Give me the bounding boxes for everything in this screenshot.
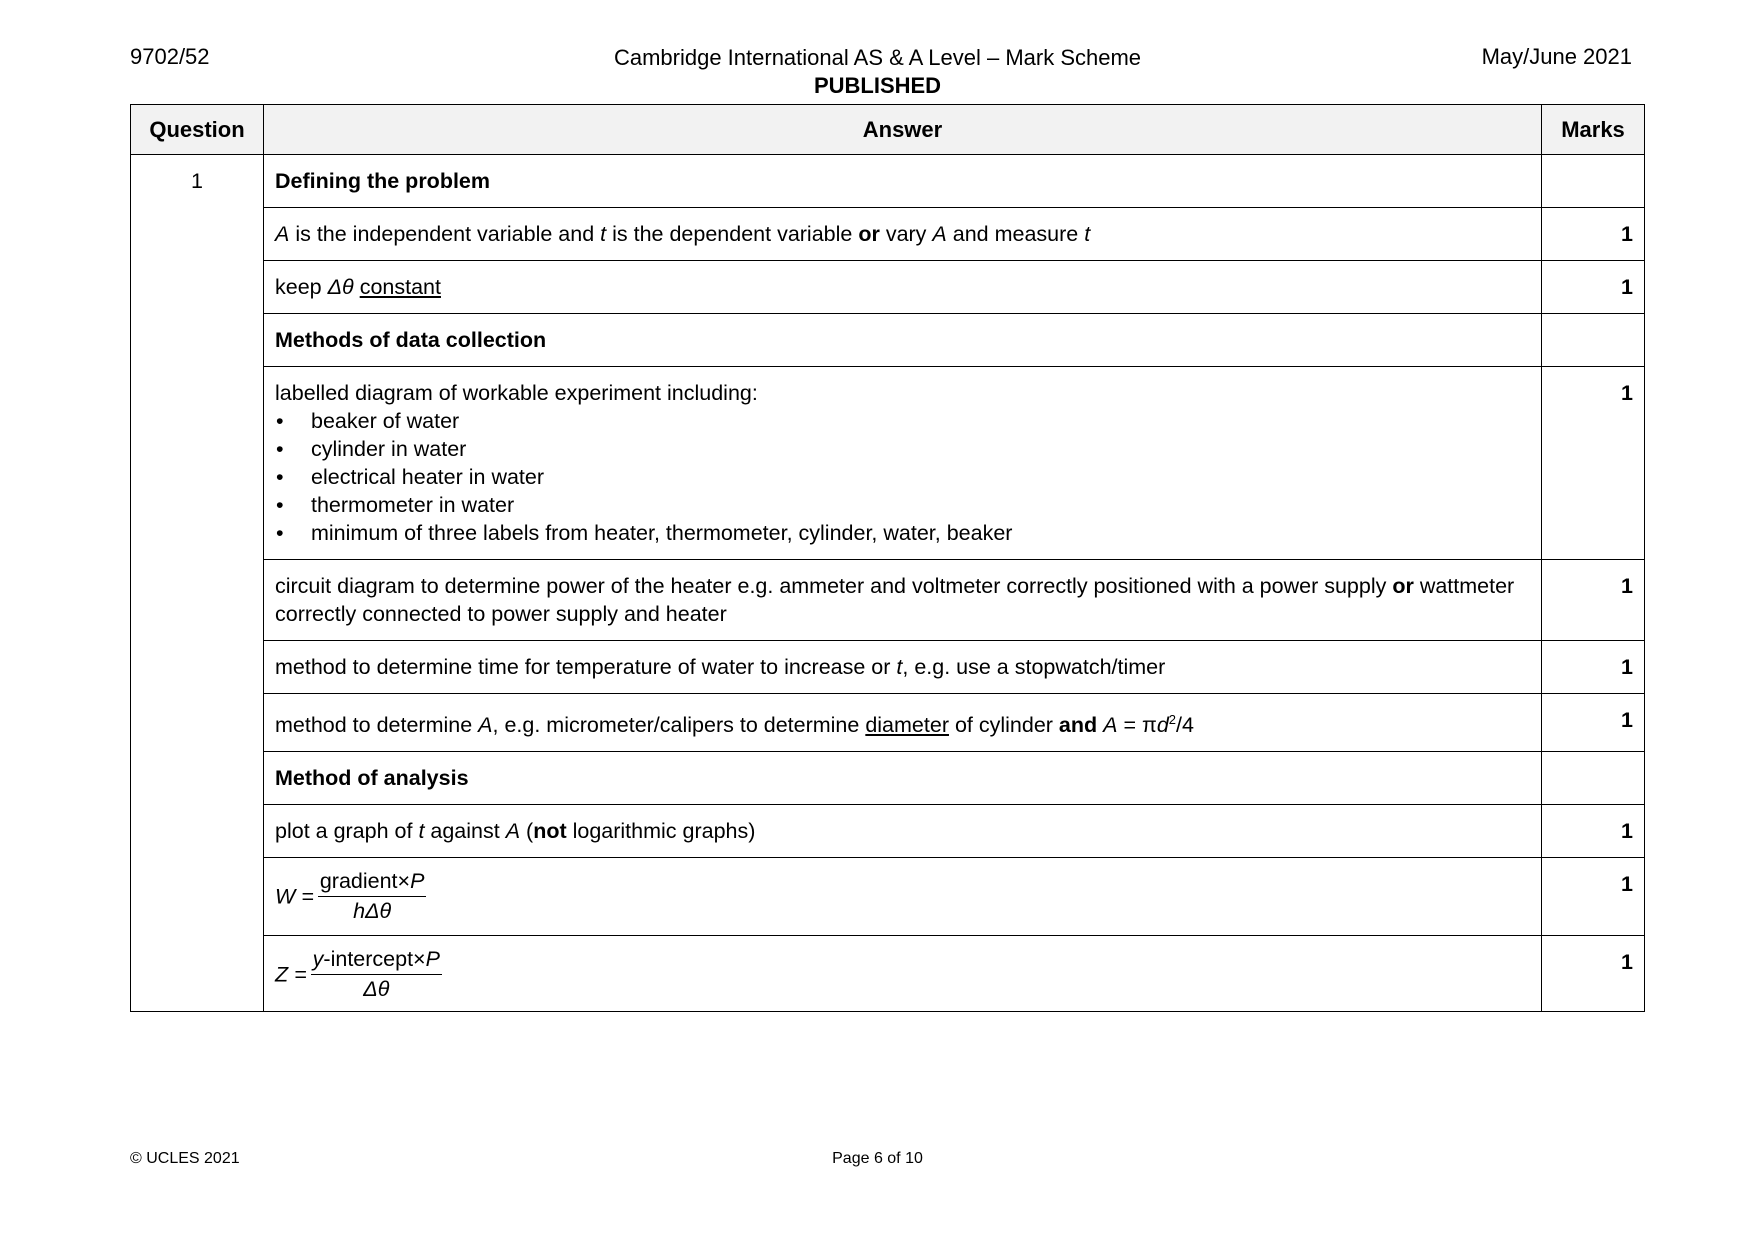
mark-scheme-table [130,104,1645,1012]
table-row [131,752,1645,805]
answer-cell: keep Δθ constant [264,261,1542,314]
table-row [131,314,1645,367]
table-row [131,858,1645,936]
list-intro: labelled diagram of workable experiment including: [275,381,758,405]
marks-cell: 1 [1542,936,1645,1012]
fraction [311,946,442,1003]
fraction-numerator: gradient×P [318,868,427,897]
marks-cell [1542,155,1645,208]
marks-cell [1542,752,1645,805]
table-row [131,261,1645,314]
answer-cell: method to determine A, e.g. micrometer/calipers to determine diameter of cylinder and $A = \pi d^2/4$ [264,694,1542,752]
answer-cell: circuit diagram to determine power of the heater e.g. ammeter and voltmeter correctly positioned with a power supply or wattmeter correctly connected to power supply and heater [264,560,1542,641]
question-number: 1 [131,155,264,1012]
table-header-row [131,105,1645,155]
marks-cell: 1 [1542,805,1645,858]
list-item: • electrical heater in water [275,463,1530,491]
formula-cell-z [264,936,1542,1012]
section-heading-methods: Methods of data collection [264,314,1542,367]
marks-cell: 1 [1542,261,1645,314]
table-row [131,208,1645,261]
copyright-notice: © UCLES 2021 [130,1150,240,1167]
table-row [131,367,1645,560]
answer-column-header: Answer [264,105,1542,155]
title-text: Cambridge International AS & A Level – Mark Scheme [613,45,1142,70]
marks-cell: 1 [1542,641,1645,694]
formula-cell-w [264,858,1542,936]
answer-cell: A is the independent variable and t is the dependent variable or vary A and measure t [264,208,1542,261]
table-row [131,155,1645,208]
table-row [131,694,1645,752]
answer-cell [264,367,1542,560]
fraction-denominator: Δθ [363,977,390,1002]
question-column-header: Question [131,105,264,155]
marks-cell: 1 [1542,367,1645,560]
list-item: • thermometer in water [275,491,1530,519]
list-item: • cylinder in water [275,435,1530,463]
table-row [131,805,1645,858]
published-label: PUBLISHED [813,73,942,98]
bullet-list [275,407,1530,547]
marks-cell: 1 [1542,560,1645,641]
formula-lhs: W = [275,884,314,909]
section-heading-defining: Defining the problem [264,155,1542,208]
marks-cell: 1 [1542,858,1645,936]
fraction-numerator: y-intercept×P [311,946,442,975]
fraction [318,868,427,925]
formula-lhs: Z = [275,962,307,987]
list-item: • beaker of water [275,407,1530,435]
marks-column-header: Marks [1542,105,1645,155]
page-number: Page 6 of 10 [832,1150,923,1167]
marks-cell [1542,314,1645,367]
table-row [131,560,1645,641]
marks-cell: 1 [1542,208,1645,261]
answer-cell: method to determine time for temperature of water to increase or t, e.g. use a stopwatch/timer [264,641,1542,694]
exam-session: May/June 2021 [1481,44,1632,69]
table-row [131,641,1645,694]
list-item: • minimum of three labels from heater, thermometer, cylinder, water, beaker [275,519,1530,547]
section-heading-analysis: Method of analysis [264,752,1542,805]
answer-cell: plot a graph of t against A (not logarithmic graphs) [264,805,1542,858]
paper-code: 9702/52 [130,44,210,69]
fraction-denominator: hΔθ [353,899,392,924]
marks-cell: 1 [1542,694,1645,752]
table-row [131,936,1645,1012]
